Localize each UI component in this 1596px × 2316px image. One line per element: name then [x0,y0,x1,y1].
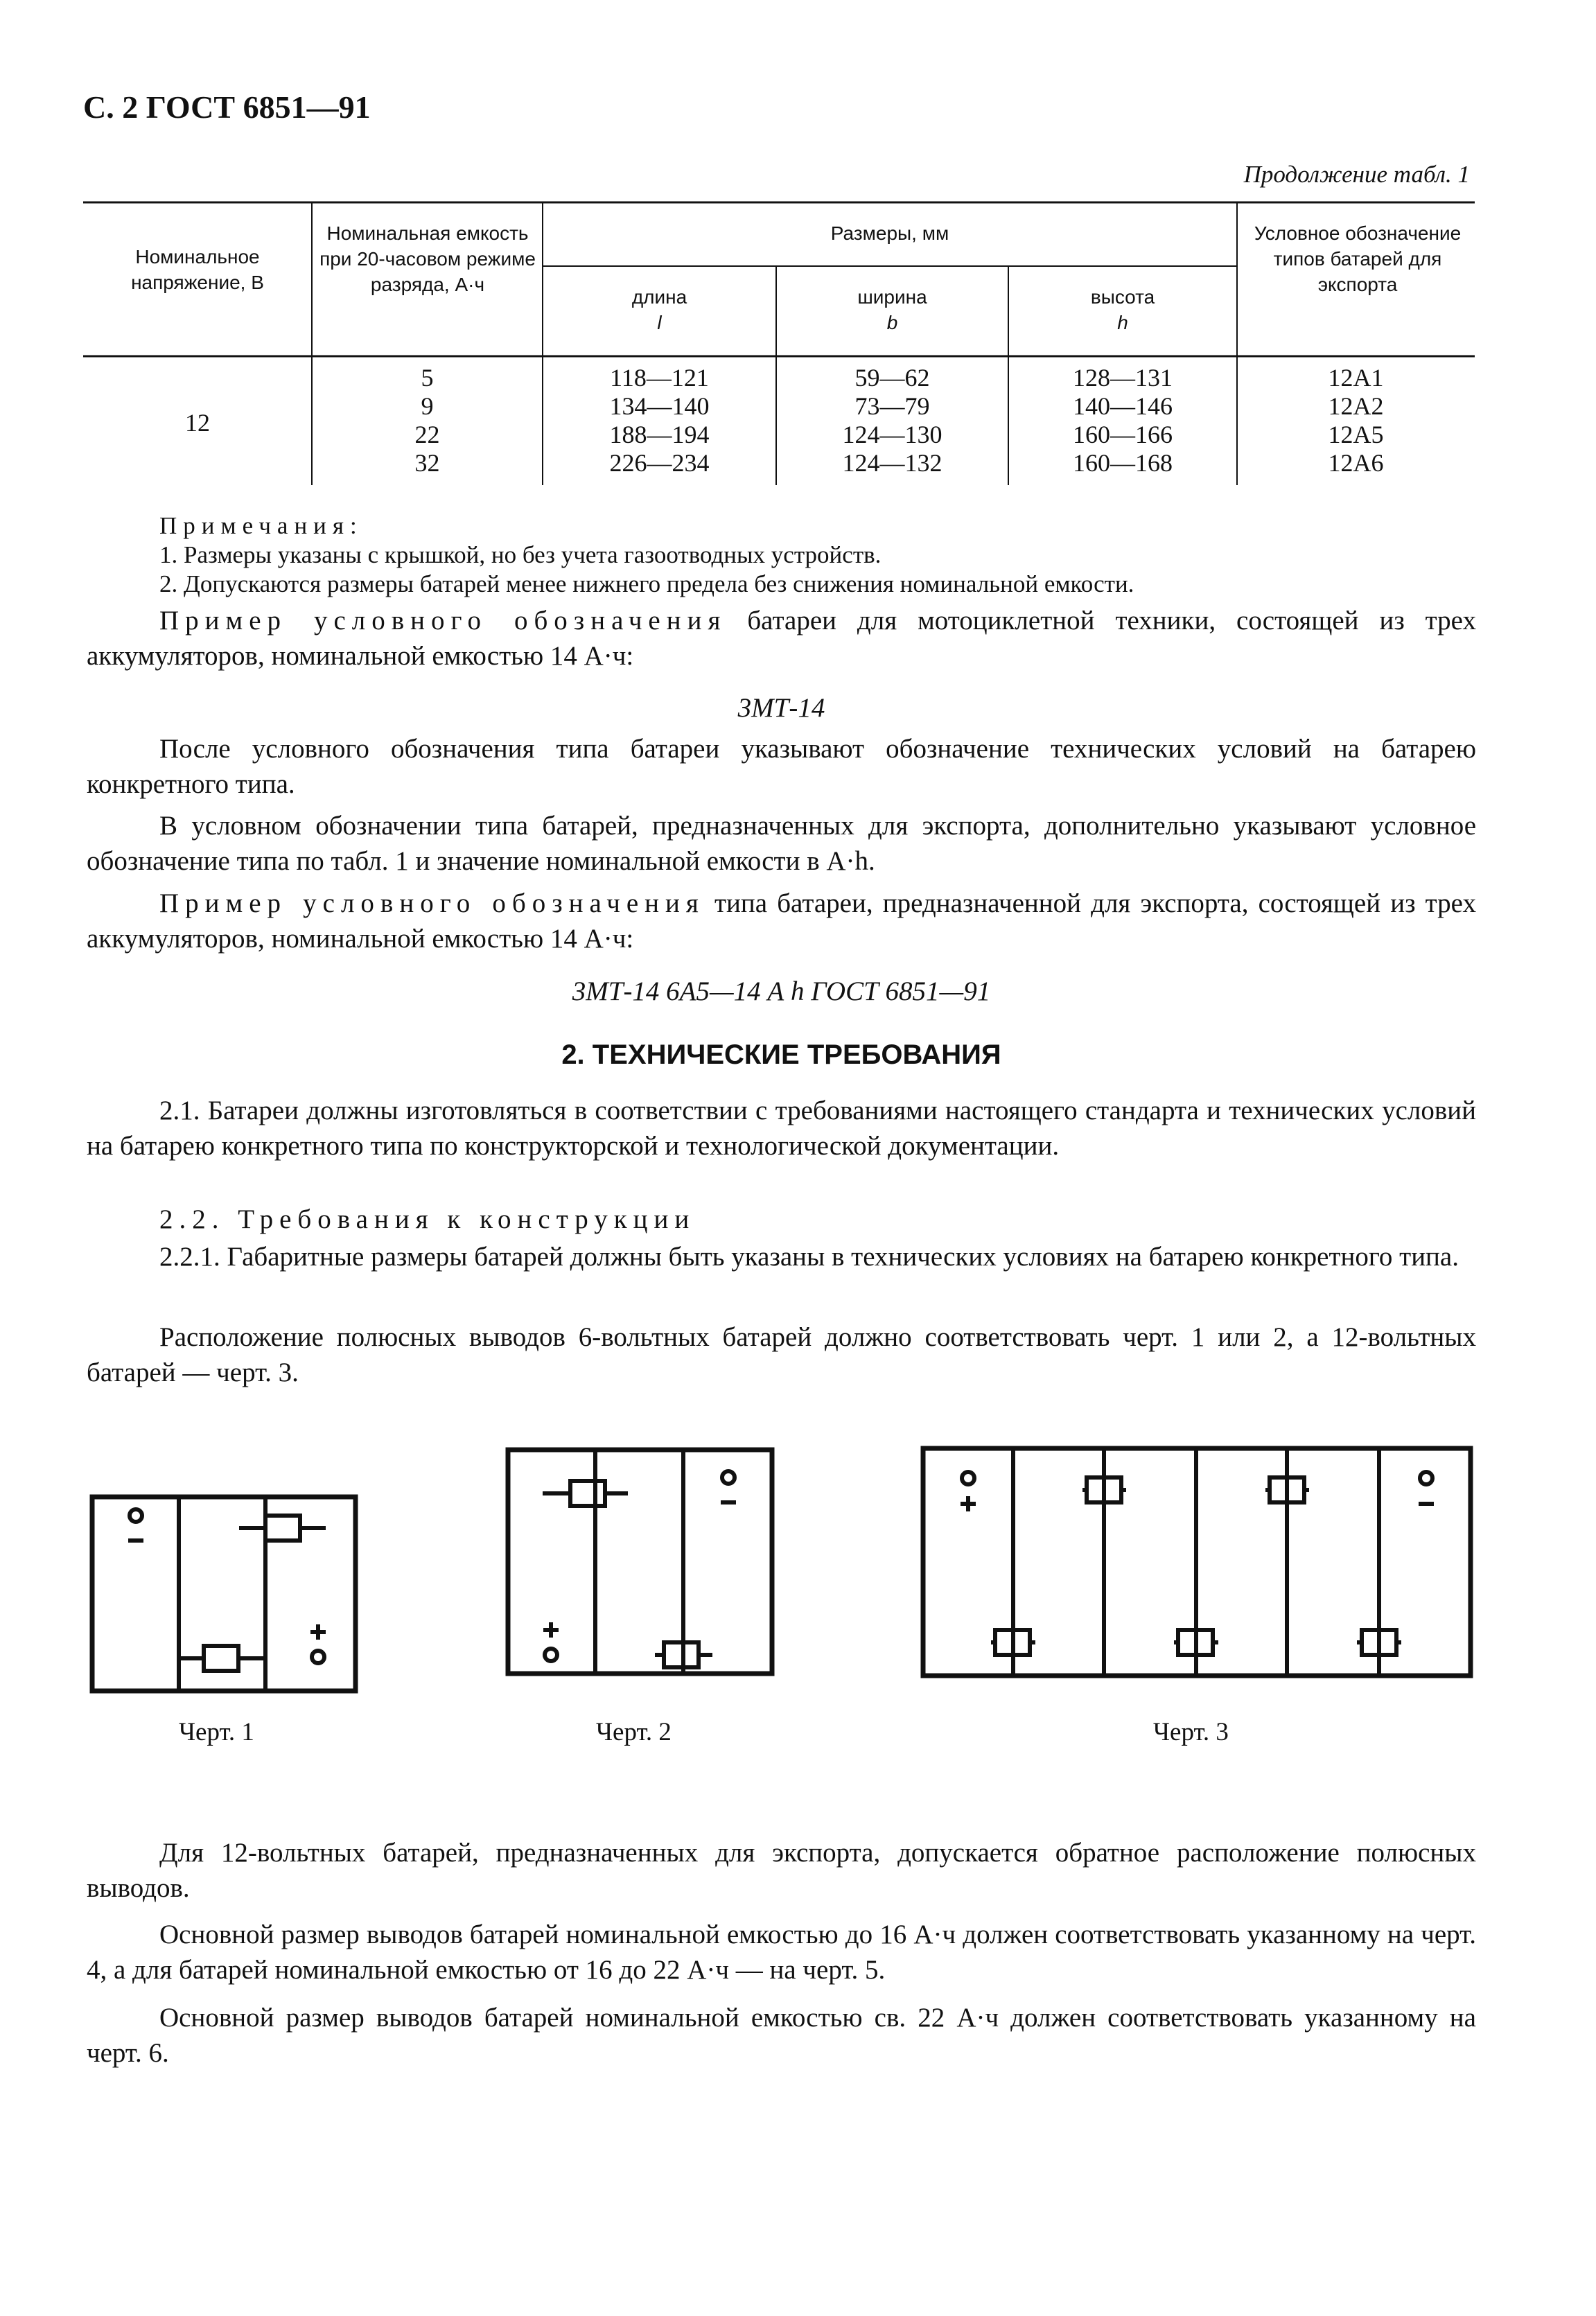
terminal-circle-icon [545,1649,557,1661]
terminal-circle-icon [130,1509,142,1522]
col-export-header: Условное обозначение типов батарей для экспорта [1254,222,1462,295]
section-2-1: 2.1. Батареи должны изготовляться в соответствии с требованиями настоящего стандарта и технических условий на батарею конкретного типа по конструкторской и технологической документации. [87,1096,1476,1161]
paragraph-4: Для 12-вольтных батарей, предназначенных для экспорта, допускается обратное расположение полюсных выводов. [87,1838,1476,1903]
example-1-code: 3МТ-14 [737,693,825,723]
paragraph-3: Расположение полюсных выводов 6-вольтных батарей должно соответствовать черт. 1 или 2, а 12-вольтных батарей — черт. 3. [87,1322,1476,1387]
page-header: С. 2 ГОСТ 6851—91 [83,89,371,125]
terminal-circle-icon [962,1472,974,1484]
figure-3-caption: Черт. 3 [1153,1718,1229,1746]
paragraph-1: После условного обозначения типа батареи указывают обозначение технических условий на батарею конкретного типа. [87,734,1476,799]
col-sizes-header: Размеры, мм [830,222,949,244]
export-column: 12A1 12A2 12A5 12A6 [1328,364,1384,477]
paragraph-6: Основной размер выводов батарей номинальной емкостью св. 22 А·ч должен соответствовать указанному на черт. 6. [87,2003,1476,2068]
example-2-code: 3МТ-14 6А5—14 А h ГОСТ 6851—91 [572,976,991,1006]
table-continuation: Продолжение табл. 1 [1243,161,1470,188]
drawing-2 [508,1450,772,1674]
col-voltage-header: Номинальное напряжение, В [131,246,264,293]
note-1: 1. Размеры указаны с крышкой, но без учета газоотводных устройств. [159,541,882,568]
example-2-text: Пример условного обозначения типа батареи, предназначенной для экспорта, состоящей из трех аккумуляторов, номинальной емкостью 14 А·ч: [87,888,1476,954]
terminal-circle-icon [1420,1472,1432,1484]
col-length-header: длина l [631,286,687,333]
figure-2-caption: Черт. 2 [596,1718,672,1746]
terminal-circle-icon [312,1651,324,1663]
drawing-1 [92,1497,356,1691]
terminal-circle-icon [722,1471,735,1484]
figure-1-caption: Черт. 1 [179,1718,254,1746]
length-column: 118—121 134—140 188—194 226—234 [609,364,710,477]
capacity-column: 5 9 22 32 [414,364,440,477]
col-capacity-header: Номинальная емкость при 20-часовом режиме разряда, А·ч [319,222,536,295]
voltage-cell: 12 [185,409,210,437]
col-width-header: ширина b [857,286,927,333]
height-column: 128—131 140—146 160—166 160—168 [1073,364,1173,477]
note-2: 2. Допускаются размеры батарей менее нижнего предела без снижения номинальной емкости. [159,570,1134,597]
terminal-drawings [0,1435,1596,1726]
drawing-3 [923,1448,1471,1676]
section-title: 2. ТЕХНИЧЕСКИЕ ТРЕБОВАНИЯ [561,1039,1001,1070]
width-column: 59—62 73—79 124—130 124—132 [842,364,942,477]
example-1-text: Пример условного обозначения батареи для мотоциклетной техники, состоящей из трех аккумуляторов, номинальной емкостью 14 А·ч: [87,606,1476,671]
notes-title: Примечания: [159,512,363,539]
paragraph-5: Основной размер выводов батарей номинальной емкостью до 16 А·ч должен соответствовать указанному на черт. 4, а для батарей номинальной емкостью от 16 до 22 А·ч — на черт. 5. [87,1920,1476,1985]
paragraph-2: В условном обозначении типа батарей, предназначенных для экспорта, дополнительно указывают условное обозначение типа по табл. 1 и значение номинальной емкости в А·h. [87,811,1476,876]
col-height-header: высота h [1090,286,1155,333]
section-2-2-1: 2.2.1. Габаритные размеры батарей должны быть указаны в технических условиях на батарею конкретного типа. [159,1242,1459,1272]
section-2-2: 2.2. Требования к конструкции [159,1204,696,1234]
